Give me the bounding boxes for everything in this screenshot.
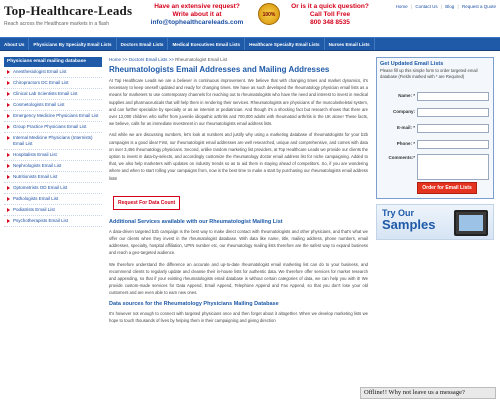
breadcrumb-section[interactable]: Doctors Email Lists <box>128 57 168 62</box>
breadcrumb-current: Rheumatologist Email List <box>175 57 228 62</box>
sidebar <box>4 57 102 227</box>
sidebar-item[interactable] <box>4 161 102 172</box>
form-description: Please fill up this simple form to order targeted email database (Fields marked with * are Required) <box>380 68 478 79</box>
intro-paragraph: At Top Healthcare Leads we are a believer in continuous improvement. We believe that with changing times and market dynamics, it's necessary to keep oneself updated and ready for changing times. We have as such developed the rheumatology physician email lists as a means for marketers to use contemporary channels for reaching out to rheumatologists who have the need and interest to invest in medical supplies and pharmaceuticals that will help them in rendering their services. Rheumatologists are physicians of the musculoskeletal system, and can further specialize by specialty or as an internist or pediatrician. And though it's a shocking fact but research shows that there are over 12,000 children who suffer from juvenile idiopathic arthritis and 700,000 adults with rheumatoid arthritis in the UK alone! These facts, we believe, calls for an immediate investment in our rheumatologists email address lists. <box>109 78 368 127</box>
sidebar-item[interactable] <box>4 111 102 122</box>
sidebar-item-label: Optometrists OD Email List <box>13 185 68 190</box>
sidebar-item[interactable] <box>4 133 102 150</box>
order-email-lists-button[interactable]: Order for Email Lists <box>417 182 477 194</box>
sidebar-item[interactable] <box>4 216 102 227</box>
sidebar-item[interactable] <box>4 67 102 78</box>
company-label: Company: <box>392 109 415 114</box>
phone-field[interactable] <box>417 140 489 149</box>
breadcrumb-home[interactable]: Home <box>109 57 122 62</box>
call-line-1: Or is it a quick question? <box>291 3 369 10</box>
company-row <box>381 108 491 118</box>
nav-healthcare-specialty[interactable]: Healthcare Specialty Email Lists <box>245 38 324 50</box>
sidebar-item-label: Clinical Lab Scientists Email List <box>13 91 78 96</box>
sidebar-item-label: Emergency Medicine Physicians Email List <box>13 113 99 118</box>
site-header <box>0 0 500 36</box>
arrow-right-icon <box>7 219 10 223</box>
arrow-right-icon <box>7 81 10 85</box>
nav-nurses[interactable]: Nurses Email Lists <box>325 38 375 50</box>
arrow-right-icon <box>7 125 10 129</box>
nav-physicians-specialty[interactable]: Physicians By Specialty Email Lists <box>29 38 116 50</box>
sidebar-item[interactable] <box>4 122 102 133</box>
top-links: Home | Contact Us | Blog | Request a Quote <box>395 4 496 9</box>
promo-line-1: Have an extensive request? <box>154 3 240 10</box>
arrow-right-icon <box>7 208 10 212</box>
comments-field[interactable] <box>417 154 489 180</box>
nav-doctors[interactable]: Doctors Email Lists <box>117 38 169 50</box>
call-line-2: Call Toll Free <box>309 11 351 18</box>
page-title: Rheumatologists Email Addresses and Mailing Addresses <box>109 65 330 74</box>
sidebar-item[interactable] <box>4 89 102 100</box>
comments-row <box>381 154 491 164</box>
name-row <box>381 92 491 102</box>
badge-text: 100% <box>262 12 276 18</box>
sidebar-item[interactable] <box>4 205 102 216</box>
name-field[interactable] <box>417 92 489 101</box>
sidebar-item-label: Anesthesiologist Email List <box>13 69 67 74</box>
promo-email-link[interactable]: info@tophealthcareleads.com <box>150 19 244 26</box>
arrow-right-icon <box>7 136 10 140</box>
sidebar-item[interactable] <box>4 194 102 205</box>
toplink-home[interactable]: Home <box>395 4 408 9</box>
main-nav <box>0 37 500 51</box>
call-phone[interactable]: 800 348 8535 <box>310 19 350 26</box>
logo-text: Top-Healthcare-Leads <box>4 3 133 18</box>
section-title-additional-services: Additional Services available with our Rheumatologist Mailing List <box>109 218 283 225</box>
logo-tagline: Reach across the Healthcare markets in a flash <box>4 21 110 27</box>
nav-about[interactable]: About Us <box>0 38 29 50</box>
arrow-right-icon <box>7 153 10 157</box>
sidebar-item-label: Internal Medicine Physicians (Internists) Email List <box>13 135 93 146</box>
services-paragraph: A data-driven targeted b2b campaign is the best way to make direct contact with rheumatologists and other physicians, and that's what we offer our clients when they invest in the rheumatologist database. With data like name, title, mailing address, phone numbers, email addresses, specialty, hospital affiliation, UPIN number etc, our rheumatology mailing lists therefore are the safest way to expand business and reach a geo-targeted audience. <box>109 228 368 256</box>
request-data-count-button[interactable]: Request For Data Count <box>113 196 180 210</box>
arrow-right-icon <box>7 70 10 74</box>
promo-line-2: Write about it at <box>172 11 222 18</box>
append-paragraph: We therefore understand the difference an accurate and up-to-date rheumatologist email marketing list can do to your business, and recommend clients to regularly update and cleanse their in-house lists for authentic data. We therefore offer services for market research and appending, so that if your existing rheumatologists email database is without certain categories of data, we can help you with it! We provide custom-made services for Data Append, Email Append, Telephone Append and Fax Append, so that you don't lose your old customers and are even able to earn new ones. <box>109 261 368 296</box>
form-heading: Get Updated Email Lists <box>380 61 444 67</box>
email-field[interactable] <box>417 124 489 133</box>
numbers-paragraph: And while we are discussing numbers, let's look at numbers and justify why using a marketing database of rheumatologists for your b2b campaigns is a good idea! First, our rheumatologist email addresses are well researched, unique and comprehensive, and comes with data on over 3,456 rheumatology physicians. Second, unlike random marketing list providers, at Top Healthcare Leads we provide our clients the option to invest in data-by-selects, and accordingly customize the rheumatology doctor email address list for niche campaigning. Added to that, we also help marketers with updates on industry trends so as to aid them in staying ahead of competitors. So, if you are wondering where and when to start rolling your campaigns from, now is the best time to make a start by purchasing our rheumatologists email address lists! <box>109 132 368 181</box>
nav-medical-executives[interactable]: Medical Executives Email Lists <box>168 38 245 50</box>
sidebar-item-label: Hospitalists Email List <box>13 152 57 157</box>
sidebar-item[interactable] <box>4 150 102 161</box>
arrow-right-icon <box>7 186 10 190</box>
arrow-right-icon <box>7 114 10 118</box>
name-label: Name: * <box>398 93 415 98</box>
arrow-right-icon <box>7 103 10 107</box>
samples-line-1: Try Our <box>382 208 415 218</box>
toplink-contact[interactable]: Contact Us <box>415 4 438 9</box>
sidebar-heading: Physicians email mailing database <box>4 57 102 67</box>
order-form-panel <box>376 57 494 199</box>
sources-paragraph: It's however not enough to connect with targeted physicians once and then forget about it altogether. When we develop marketing lists we hope to touch thousands of lives by helping them in their campaigning and giving direction <box>109 310 368 323</box>
tablet-screen <box>459 215 483 231</box>
arrow-right-icon <box>7 197 10 201</box>
call-promo <box>285 3 375 27</box>
sidebar-item-label: Group Practice Physicians Email List <box>13 124 87 129</box>
sidebar-item-label: Nutritionists Email List <box>13 174 58 179</box>
sidebar-item-label: Podiatrists Email List <box>13 207 55 212</box>
arrow-right-icon <box>7 164 10 168</box>
sidebar-item-label: Pathologists Email List <box>13 196 59 201</box>
breadcrumb-sep: >> <box>168 57 174 62</box>
email-row <box>381 124 491 134</box>
phone-label: Phone: * <box>396 141 415 146</box>
sidebar-item[interactable] <box>4 100 102 111</box>
breadcrumb-sep: >> <box>122 57 128 62</box>
company-field[interactable] <box>417 108 489 117</box>
toplink-blog[interactable]: Blog <box>445 4 455 9</box>
offline-chat-widget[interactable]: Offline!! Why not leave us a message? <box>360 387 496 399</box>
guarantee-badge-icon <box>258 3 280 25</box>
main-content <box>109 57 368 328</box>
extensive-request-promo <box>137 3 257 27</box>
phone-row <box>381 140 491 150</box>
breadcrumb <box>109 57 368 62</box>
email-label: E-mail: * <box>396 125 415 130</box>
site-logo[interactable] <box>4 2 132 27</box>
sidebar-item-label: Nephrologists Email List <box>13 163 62 168</box>
tablet-icon <box>454 210 488 236</box>
sidebar-item-label: Psychotherapists Email List <box>13 218 69 223</box>
sidebar-item-label: Cosmetologists Email List <box>13 102 65 107</box>
sidebar-item[interactable] <box>4 78 102 89</box>
try-samples-banner[interactable] <box>376 204 494 240</box>
comments-label: Comments:* <box>388 155 415 160</box>
toplink-quote[interactable]: Request a Quote <box>461 4 496 9</box>
arrow-right-icon <box>7 92 10 96</box>
sidebar-item[interactable] <box>4 172 102 183</box>
sidebar-item-label: Chiropractors DC Email List <box>13 80 69 85</box>
samples-line-2: Samples <box>382 217 436 232</box>
sidebar-item[interactable] <box>4 183 102 194</box>
arrow-right-icon <box>7 175 10 179</box>
section-title-data-sources: Data sources for the Rheumatology Physicians Mailing Database <box>109 300 279 307</box>
